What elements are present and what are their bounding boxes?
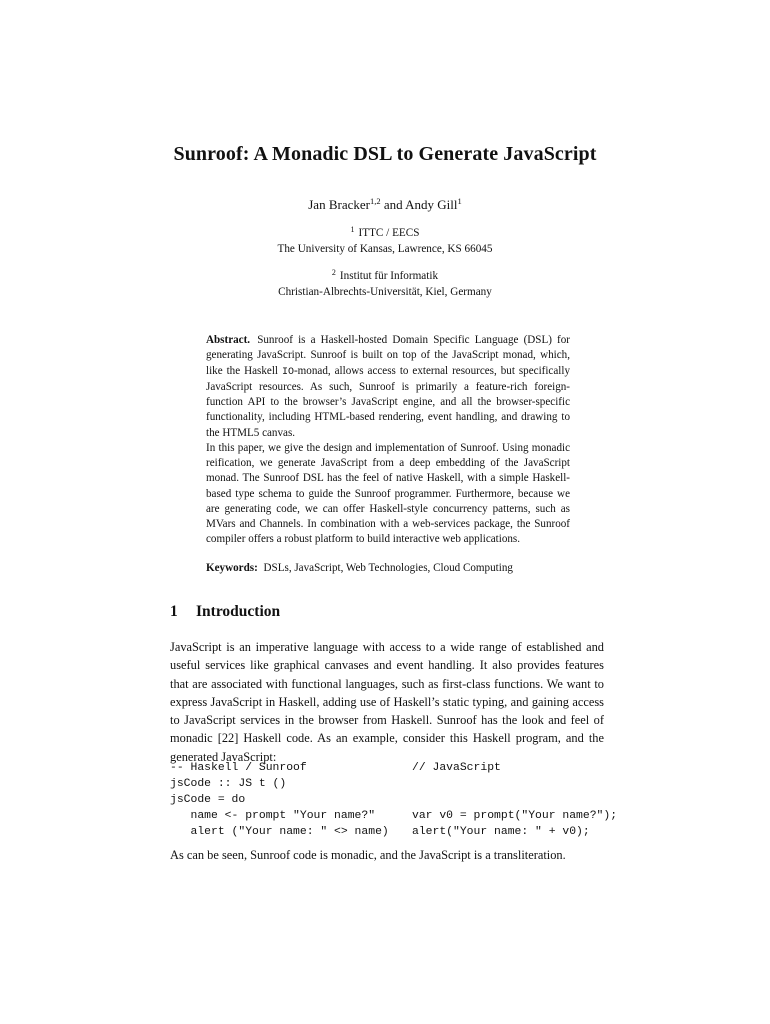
closing-sentence: As can be seen, Sunroof code is monadic, and the JavaScript is a transliteration. <box>170 848 566 862</box>
haskell-code-line: -- Haskell / Sunroof <box>170 762 307 774</box>
affiliation-department: Institut für Informatik <box>339 270 439 282</box>
affiliation-institution: Christian-Albrechts-Universität, Kiel, Germany <box>278 286 492 298</box>
intro-paragraph <box>170 638 604 766</box>
section-heading <box>170 603 280 621</box>
abstract-paragraph <box>206 333 570 441</box>
javascript-code-line: alert("Your name: " + v0); <box>412 826 590 838</box>
author-affiliation-mark: 1,2 <box>369 196 381 206</box>
author-affiliation-mark: 1 <box>457 196 462 206</box>
section-title: Introduction <box>196 603 281 620</box>
keywords-text: DSLs, JavaScript, Web Technologies, Cloud Computing <box>263 562 513 574</box>
abstract <box>206 333 570 548</box>
affiliation-block <box>0 265 770 300</box>
affiliation-mark: 2 <box>331 268 336 277</box>
code-listing <box>170 760 618 840</box>
haskell-code-line: alert ("Your name: " <> name) <box>170 826 389 838</box>
haskell-code-line: name <- prompt "Your name?" <box>170 810 376 822</box>
haskell-code-line: jsCode :: JS t () <box>170 778 287 790</box>
code-row <box>170 776 610 792</box>
affiliation-department: ITTC / EECS <box>358 227 420 239</box>
keywords <box>206 562 570 574</box>
paper-title: Sunroof: A Monadic DSL to Generate JavaScript <box>173 143 597 165</box>
abstract-text: Sunroof is a Haskell-hosted Domain Specific Language (DSL) for generating JavaScript. Sunroof is built on top of the JavaScript monad, which, like the Haskell <box>206 334 570 377</box>
abstract-lead: Abstract. <box>206 334 251 346</box>
author-name: Jan Bracker <box>308 197 370 212</box>
abstract-paragraph: In this paper, we give the design and implementation of Sunroof. Using monadic reification, we generate JavaScript from a deep embedding of the JavaScript monad. The Sunroof DSL has the feel of native Haskell, with a simple Haskell-based type schema to guide the Sunroof programmer. Furthermore, because we are generating code, we can offer Haskell-style concurrency patterns, such as MVars and Channels. In combination with a web-services package, the Sunroof compiler offers a robust platform to build interactive web applications. <box>206 441 570 546</box>
javascript-code-line: // JavaScript <box>412 762 501 774</box>
affiliation-mark: 1 <box>350 225 355 234</box>
abstract-text: -monad, allows access to external resources, but specifically JavaScript resources. As such, Sunroof is primarily a feature-rich foreign-function API to the browser’s JavaScript engine, and all the browser-specific functionality, including HTML-based rendering, event handling, and drawing to the HTML5 canvas. <box>206 364 570 439</box>
author-conjunction: and <box>380 197 406 212</box>
javascript-code-line: var v0 = prompt("Your name?"); <box>412 810 618 822</box>
code-row <box>170 760 610 776</box>
code-row <box>170 792 610 808</box>
code-row <box>170 808 618 824</box>
inline-code: IO <box>281 366 294 378</box>
affiliation-line <box>0 265 770 284</box>
author-line <box>0 196 770 213</box>
code-row <box>170 824 610 840</box>
section-number: 1 <box>170 603 178 620</box>
haskell-code-line: jsCode = do <box>170 794 246 806</box>
affiliation-block <box>0 222 770 257</box>
paragraph-text: JavaScript is an imperative language with access to a wide range of established and useful services like graphical canvases and event handling. It also provides features that are associated with functional languages, such as first-class functions. We want to express JavaScript in Haskell, adding use of Haskell’s static typing, and gaining access to JavaScript services in the browser from Haskell. Sunroof has the look and feel of monadic [22] Haskell code. As an example, consider this Haskell program, and the generated JavaScript: <box>170 640 604 764</box>
keywords-lead: Keywords: <box>206 562 258 574</box>
affiliation-institution: The University of Kansas, Lawrence, KS 66045 <box>277 243 493 255</box>
affiliation-line <box>0 222 770 241</box>
author-name: Andy Gill <box>405 197 458 212</box>
